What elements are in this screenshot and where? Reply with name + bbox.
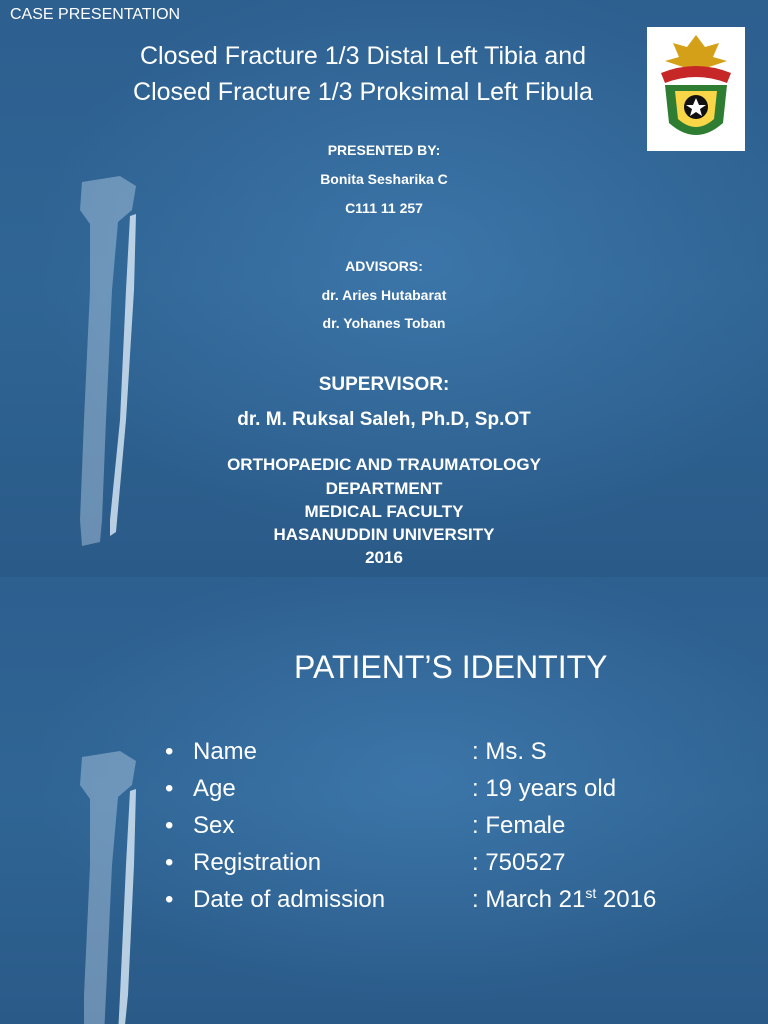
bullet: • — [165, 849, 174, 876]
advisor-2: dr. Yohanes Toban — [322, 315, 446, 331]
university-emblem-icon — [647, 27, 745, 151]
admission-date-ordinal: st — [585, 885, 597, 901]
patient-identity-slide — [0, 577, 768, 1024]
bullet: • — [165, 886, 174, 913]
institution-line-4: HASANUDDIN UNIVERSITY — [273, 525, 495, 544]
field-value-age: : 19 years old — [472, 775, 617, 802]
admission-date-main: : March 21 — [472, 886, 586, 913]
institution-line-2: DEPARTMENT — [325, 479, 443, 498]
field-value-sex: : Female — [472, 812, 566, 839]
institution-line-1: ORTHOPAEDIC AND TRAUMATOLOGY — [227, 455, 541, 474]
bullet: • — [165, 738, 174, 765]
field-value-registration: : 750527 — [472, 849, 566, 876]
field-label-age: Age — [193, 775, 236, 802]
field-value-admission-date — [472, 886, 656, 914]
field-label-name: Name — [193, 738, 258, 765]
presentation-title — [80, 38, 646, 110]
field-label-sex: Sex — [193, 812, 235, 839]
presented-by-label: PRESENTED BY: — [327, 142, 441, 158]
title-line-2: Closed Fracture 1/3 Proksimal Left Fibula — [133, 78, 593, 106]
institution-year: 2016 — [365, 548, 403, 567]
bullet: • — [165, 812, 174, 839]
supervisor-label: SUPERVISOR: — [318, 374, 450, 395]
slide-title: PATIENT’S IDENTITY — [294, 649, 608, 685]
advisors-label: ADVISORS: — [345, 258, 423, 274]
field-value-name: : Ms. S — [472, 738, 547, 765]
field-label-registration: Registration — [193, 849, 322, 876]
tibia-fibula-illustration — [60, 745, 160, 1024]
presenter-name: Bonita Sesharika C — [320, 171, 448, 187]
bullet: • — [165, 775, 174, 802]
presenter-id: C111 11 257 — [345, 200, 423, 216]
advisor-1: dr. Aries Hutabarat — [321, 287, 447, 303]
institution-line-3: MEDICAL FACULTY — [304, 502, 464, 521]
field-label-admission-date: Date of admission — [193, 886, 386, 913]
case-presentation-label: CASE PRESENTATION — [10, 6, 181, 23]
title-line-1: Closed Fracture 1/3 Distal Left Tibia and — [139, 42, 587, 70]
supervisor-name: dr. M. Ruksal Saleh, Ph.D, Sp.OT — [237, 409, 531, 430]
admission-date-year: 2016 — [596, 886, 657, 913]
